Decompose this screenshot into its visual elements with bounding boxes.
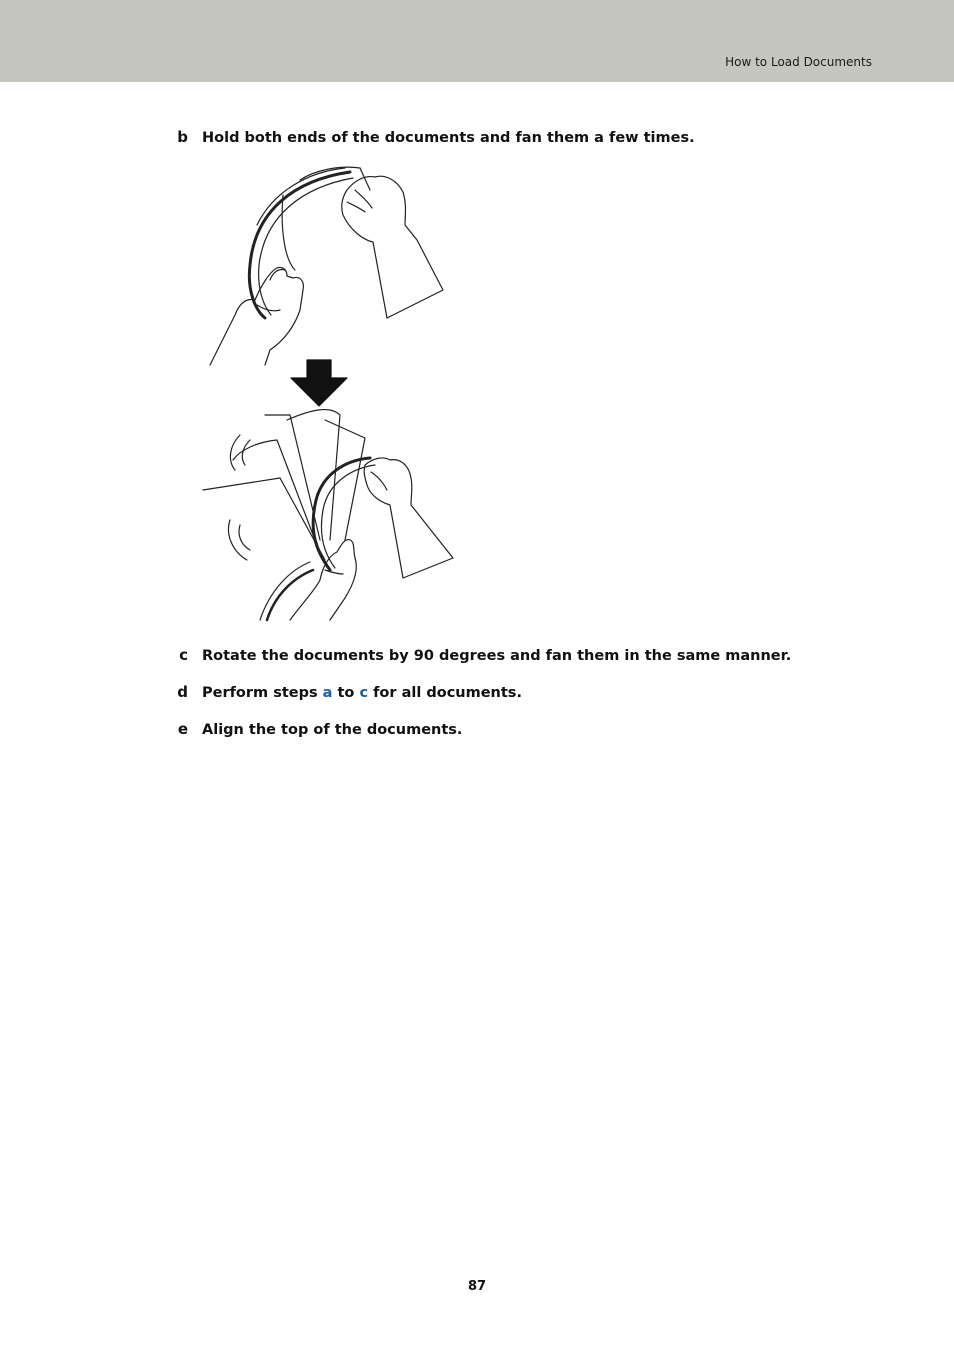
step-a-link[interactable]: a: [322, 685, 333, 701]
step-b: [170, 128, 695, 147]
left-hand-top: [210, 267, 303, 365]
step-text-mid: to: [332, 685, 360, 701]
down-arrow-icon: [291, 360, 347, 406]
step-text: Align the top of the documents.: [202, 722, 463, 738]
step-text: Hold both ends of the documents and fan them a few times.: [202, 130, 695, 146]
step-text-after: for all documents.: [368, 685, 522, 701]
step-letter: d: [177, 683, 188, 701]
page-header: [0, 0, 954, 82]
bent-paper-stack: [249, 167, 370, 318]
step-d: [170, 683, 522, 702]
step-text: Rotate the documents by 90 degrees and fan them in the same manner.: [202, 648, 792, 664]
fanned-sheets: [203, 410, 365, 560]
section-title: How to Load Documents: [725, 55, 872, 69]
step-e: [170, 720, 462, 739]
right-hand-bottom: [364, 458, 453, 578]
step-c: [170, 646, 791, 665]
step-c-link[interactable]: c: [359, 685, 369, 701]
bent-stack-bottom: [260, 458, 375, 620]
fanning-documents-illustration: [195, 160, 465, 625]
step-letter: e: [177, 720, 188, 738]
right-hand-top: [342, 176, 443, 318]
page-number: 87: [467, 1279, 487, 1294]
left-hand-bottom: [290, 540, 356, 620]
step-letter: c: [179, 646, 188, 664]
step-text-before: Perform steps: [202, 685, 323, 701]
step-letter: b: [177, 128, 188, 146]
